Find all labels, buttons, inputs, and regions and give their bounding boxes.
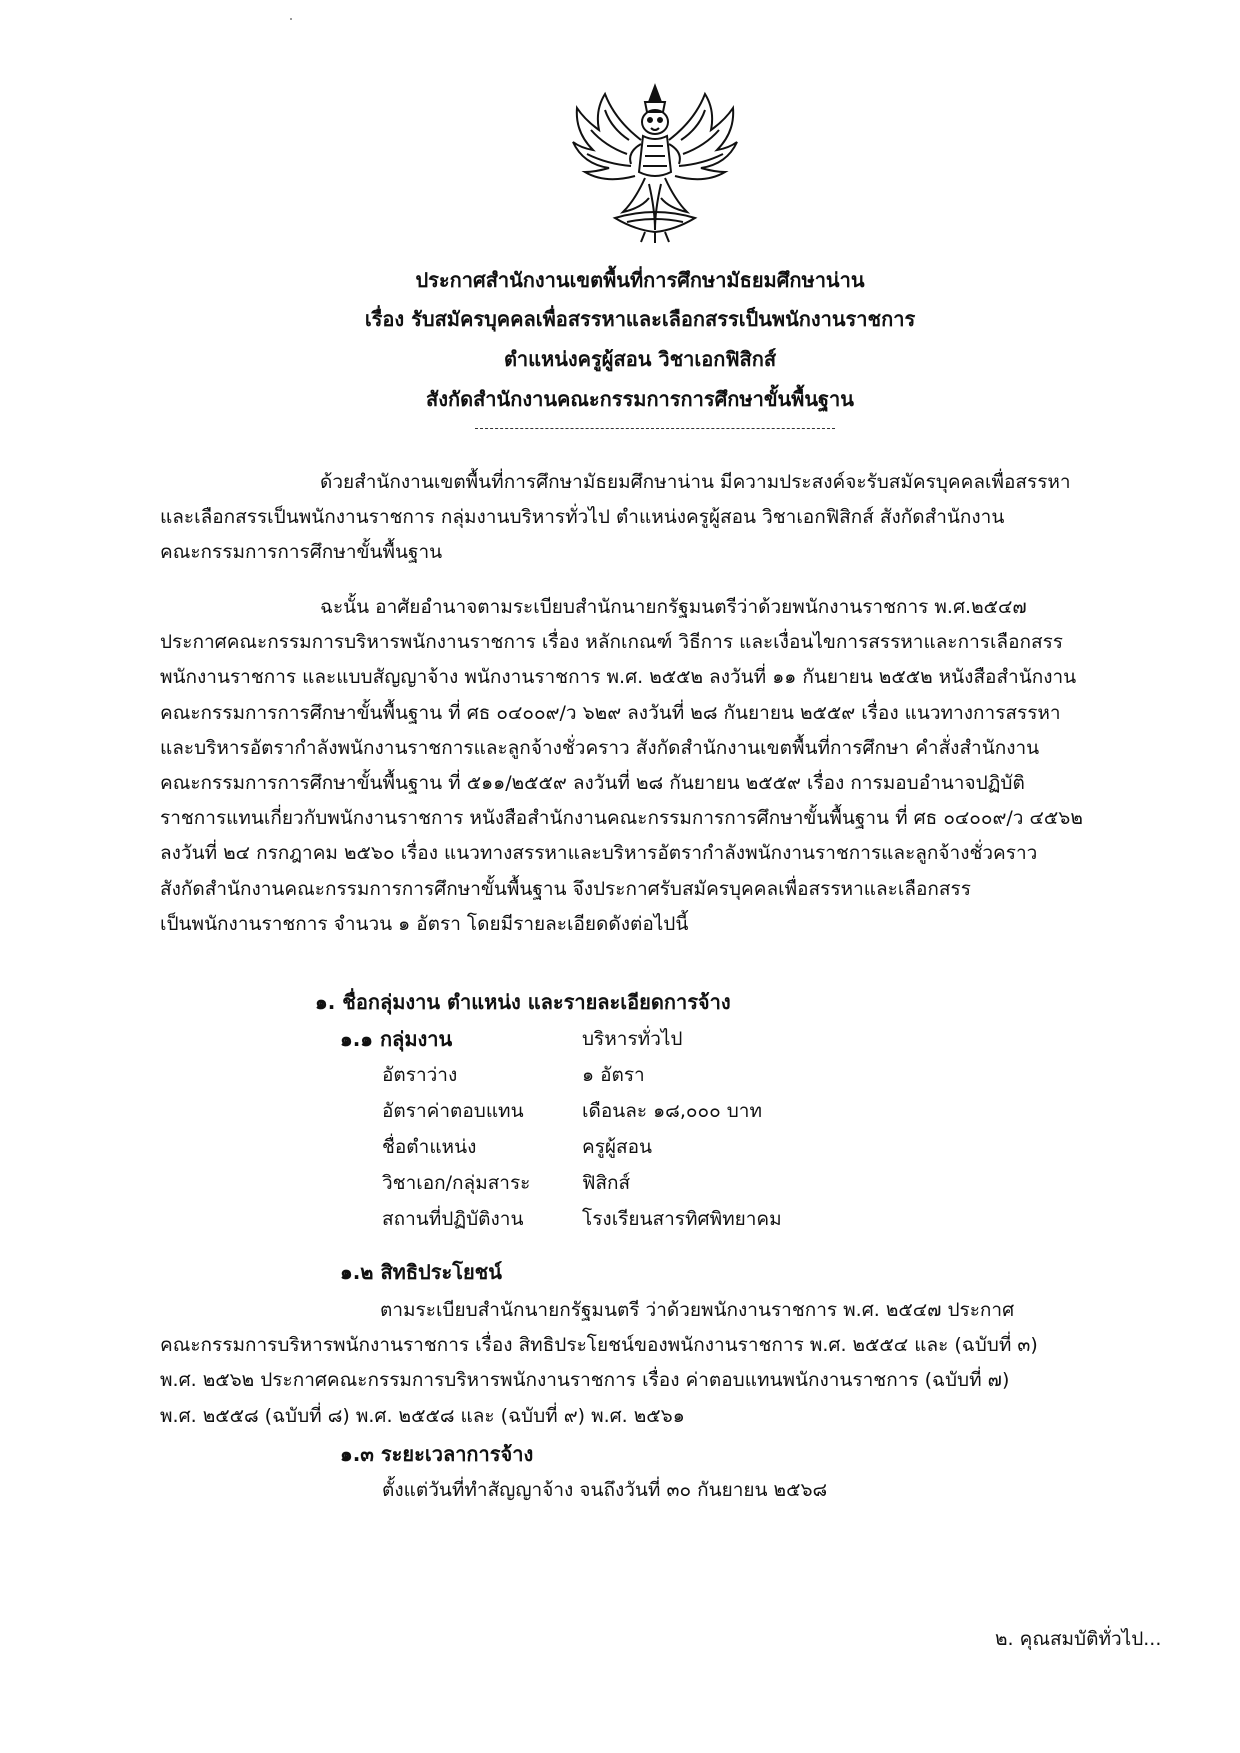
intro-line: และเลือกสรรเป็นพนักงานราชการ กลุ่มงานบริหารทั่วไป ตำแหน่งครูผู้สอน วิชาเอกฟิสิกส์ สังกัดสำนักงาน	[160, 506, 1005, 529]
announcement-title: ประกาศสำนักงานเขตพื้นที่การศึกษามัธยมศึกษาน่าน	[415, 268, 865, 292]
authority-line: คณะกรรมการการศึกษาขั้นพื้นฐาน ที่ ๕๑๑/๒๕๕๙ ลงวันที่ ๒๘ กันยายน ๒๕๕๙ เรื่อง การมอบอำนาจปฏิบัติ	[160, 772, 1025, 795]
authority-line: ฉะนั้น อาศัยอำนาจตามระเบียบสำนักนายกรัฐมนตรีว่าด้วยพนักงานราชการ พ.ศ.๒๕๔๗	[320, 596, 1027, 618]
intro-paragraph	[160, 465, 1142, 571]
detail-value: โรงเรียนสารทิศพิทยาคม	[582, 1208, 782, 1230]
benefits-line: คณะกรรมการบริหารพนักงานราชการ เรื่อง สิทธิประโยชน์ของพนักงานราชการ พ.ศ. ๒๕๕๔ และ (ฉบับที่ ๓)	[160, 1334, 1038, 1357]
detail-label: อัตราว่าง	[382, 1064, 458, 1086]
detail-label: ชื่อตำแหน่ง	[382, 1136, 477, 1158]
authority-line: เป็นพนักงานราชการ จำนวน ๑ อัตรา โดยมีรายละเอียดดังต่อไปนี้	[160, 912, 689, 935]
detail-label: วิชาเอก/กลุ่มสาระ	[382, 1172, 531, 1194]
section-1-1-heading: ๑.๑ กลุ่มงาน	[340, 1027, 453, 1051]
benefits-paragraph	[160, 1293, 1142, 1434]
authority-line: และบริหารอัตรากำลังพนักงานราชการและลูกจ้างชั่วคราว สังกัดสำนักงานเขตพื้นที่การศึกษา คำสั่งสำนักงาน	[160, 736, 1040, 759]
authority-paragraph	[160, 590, 1142, 942]
detail-value: ๑ อัตรา	[582, 1064, 645, 1086]
intro-line: ด้วยสำนักงานเขตพื้นที่การศึกษามัธยมศึกษาน่าน มีความประสงค์จะรับสมัครบุคคลเพื่อสรรหา	[320, 471, 1071, 493]
section-1-2-heading: ๑.๒ สิทธิประโยชน์	[340, 1260, 502, 1284]
authority-line: ลงวันที่ ๒๔ กรกฎาคม ๒๕๖๐ เรื่อง แนวทางสรรหาและบริหารอัตรากำลังพนักงานราชการและลูกจ้างชั่วคราว	[160, 842, 1038, 865]
detail-value: เดือนละ ๑๘,๐๐๐ บาท	[582, 1100, 762, 1122]
authority-line: ราชการแทนเกี่ยวกับพนักงานราชการ หนังสือสำนักงานคณะกรรมการการศึกษาขั้นพื้นฐาน ที่ ศธ ๐๔๐๐๙/ว ๔๕๖๒	[160, 807, 1083, 830]
benefits-line: ตามระเบียบสำนักนายกรัฐมนตรี ว่าด้วยพนักงานราชการ พ.ศ. ๒๕๔๗ ประกาศ	[380, 1299, 1015, 1321]
announcement-subject: เรื่อง รับสมัครบุคคลเพื่อสรรหาและเลือกสรรเป็นพนักงานราชการ	[364, 307, 916, 331]
work-group-value: บริหารทั่วไป	[582, 1028, 683, 1050]
section-1-3-heading: ๑.๓ ระยะเวลาการจ้าง	[340, 1442, 534, 1466]
section-1-heading: ๑. ชื่อกลุ่มงาน ตำแหน่ง และรายละเอียดการจ้าง	[315, 990, 731, 1014]
scan-speck	[290, 18, 292, 20]
employment-period: ตั้งแต่วันที่ทำสัญญาจ้าง จนถึงวันที่ ๓๐ กันยายน ๒๕๖๘	[382, 1479, 828, 1501]
benefits-line: พ.ศ. ๒๕๖๒ ประกาศคณะกรรมการบริหารพนักงานราชการ เรื่อง ค่าตอบแทนพนักงานราชการ (ฉบับที่ ๗)	[160, 1369, 1010, 1392]
authority-line: ประกาศคณะกรรมการบริหารพนักงานราชการ เรื่อง หลักเกณฑ์ วิธีการ และเงื่อนไขการสรรหาและการเลือกสรร	[160, 631, 1064, 654]
detail-label: สถานที่ปฏิบัติงาน	[382, 1208, 524, 1230]
detail-value: ฟิสิกส์	[582, 1172, 631, 1194]
intro-line: คณะกรรมการการศึกษาขั้นพื้นฐาน	[160, 541, 443, 564]
authority-line: คณะกรรมการการศึกษาขั้นพื้นฐาน ที่ ศธ ๐๔๐๐๙/ว ๖๒๙ ลงวันที่ ๒๘ กันยายน ๒๕๕๙ เรื่อง แนวทางการสรรหา	[160, 701, 1061, 724]
announcement-agency: สังกัดสำนักงานคณะกรรมการการศึกษาขั้นพื้นฐาน	[426, 387, 854, 411]
detail-value: ครูผู้สอน	[582, 1136, 653, 1158]
garuda-emblem-icon	[565, 80, 745, 245]
authority-line: สังกัดสำนักงานคณะกรรมการการศึกษาขั้นพื้นฐาน จึงประกาศรับสมัครบุคคลเพื่อสรรหาและเลือกสรร	[160, 877, 971, 900]
authority-line: พนักงานราชการ และแบบสัญญาจ้าง พนักงานราชการ พ.ศ. ๒๕๕๒ ลงวันที่ ๑๑ กันยายน ๒๕๕๒ หนังสือสำนักงาน	[160, 666, 1077, 689]
title-separator	[475, 428, 835, 429]
page-continuation: ๒. คุณสมบัติทั่วไป...	[995, 1628, 1162, 1650]
announcement-position: ตำแหน่งครูผู้สอน วิชาเอกฟิสิกส์	[503, 347, 777, 371]
benefits-line: พ.ศ. ๒๕๕๘ (ฉบับที่ ๘) พ.ศ. ๒๕๕๘ และ (ฉบับที่ ๙) พ.ศ. ๒๕๖๑	[160, 1404, 685, 1427]
detail-label: อัตราค่าตอบแทน	[382, 1100, 524, 1122]
